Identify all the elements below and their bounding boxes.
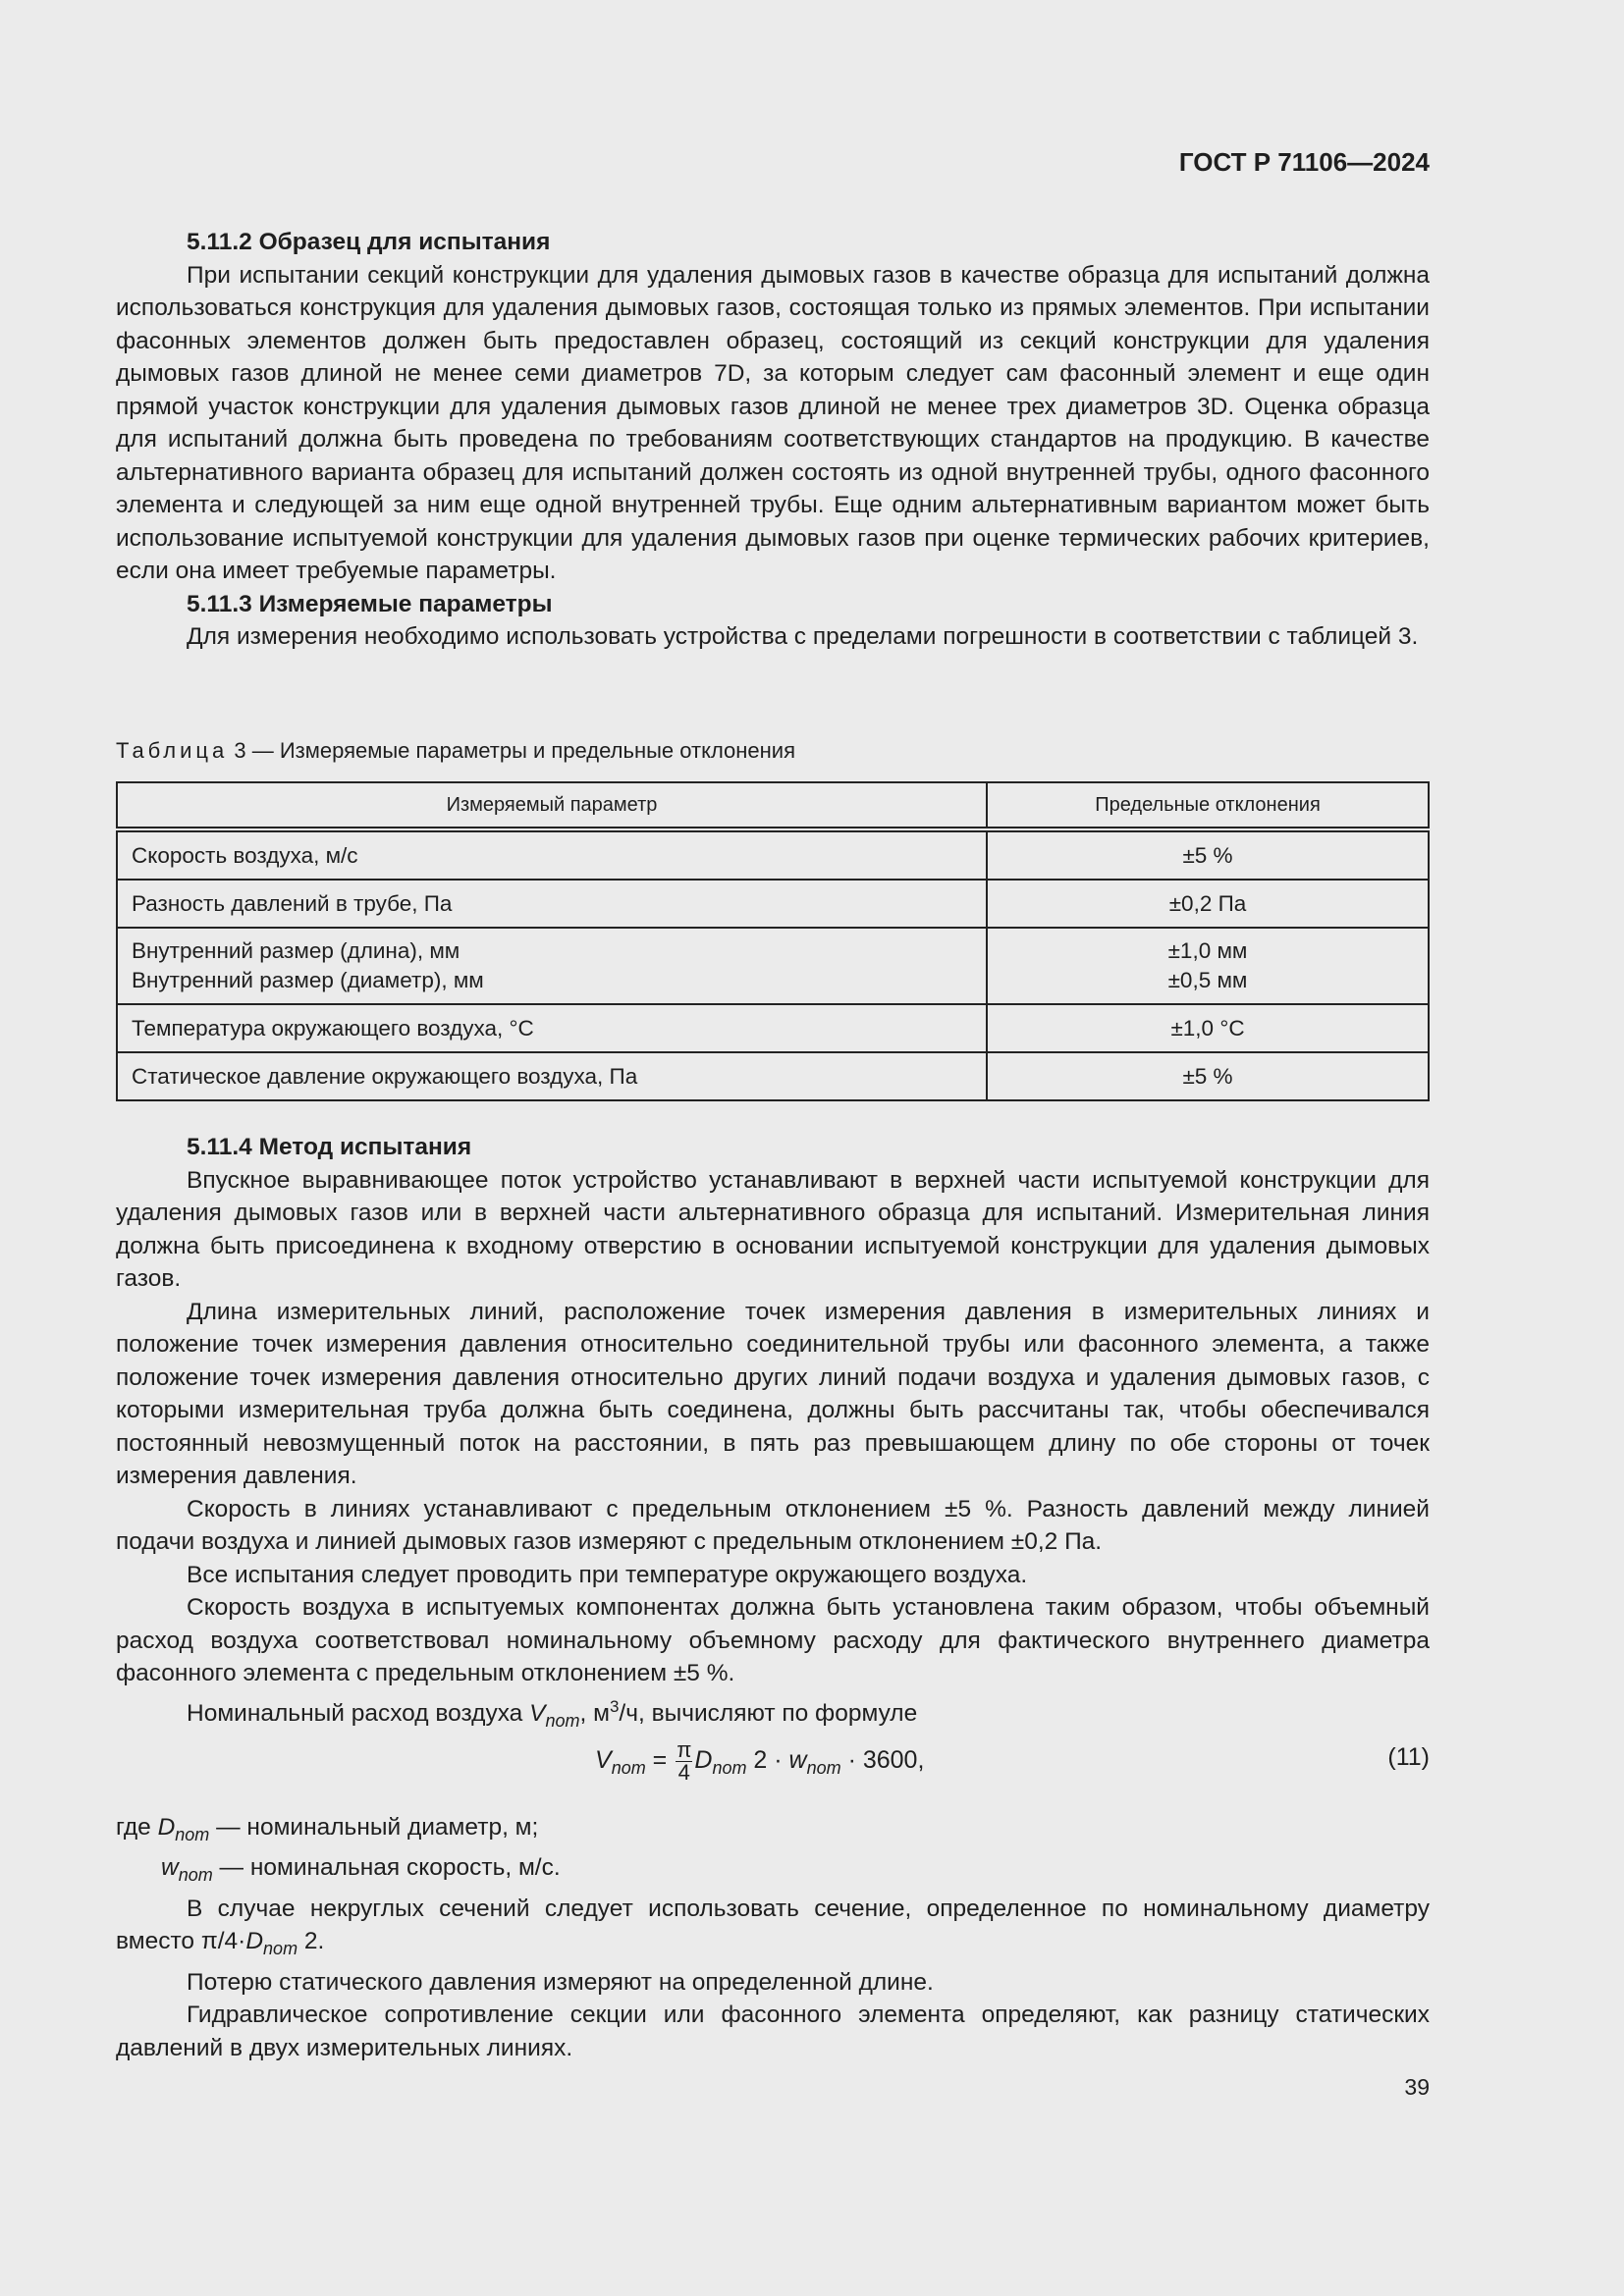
section-5-11-4 [116,1131,1430,1737]
formula-11 [116,1730,1430,1789]
unit-base: м [593,1699,610,1727]
symbol-d: D [157,1814,176,1841]
subscript-nom: nom [545,1710,580,1731]
where-w [116,1851,1430,1892]
cell-parameter: Статическое давление окружающего воздуха, Па [117,1052,987,1100]
section-5-11-2-3 [116,226,1430,654]
formula-power-dot: 2 · [746,1746,789,1775]
subscript-nom: nom [175,1824,210,1844]
cell-parameter: Температура окружающего воздуха, °С [117,1004,987,1052]
table-header-row [117,782,1429,829]
paragraph-noncircular [116,1893,1430,1966]
symbol-v: V [595,1746,612,1775]
cell-parameter-line: Внутренний размер (диаметр), мм [132,968,484,992]
paragraph-speed: Скорость в линиях устанавливают с предельным отклонением ±5 %. Разность давлений между линией подачи воздуха и линией дымовых газов измеряют с предельным отклонением ±0,2 Па. [116,1495,1430,1555]
formula-tail: · 3600, [840,1746,925,1775]
table-row [117,880,1429,928]
header-deviation: Предельные отклонения [987,782,1429,829]
table-caption-label: Таблица [116,738,229,763]
formula-explanation [116,1811,1430,2064]
unit-exp: 3 [609,1696,620,1716]
paragraph-sample: При испытании секций конструкции для удаления дымовых газов в качестве образца для испытаний должна использоваться конструкция для удаления дымовых газов, состоящая только из прямых элементов. При испытании фасонных элементов должен быть предоставлен образец, состоящий из секций конструкции для удаления дымовых газов длиной не менее семи диаметров 7D, за которым следует сам фасонный элемент и еще один прямой участок конструкции для удаления дымовых газов длиной не менее трех диаметров 3D. Оценка образца для испытаний должна быть проведена по требованиям соответствующих стандартов на продукцию. В качестве альтернативного варианта образец для испытаний должен состоять из одной внутренней трубы, одного фасонного элемента и следующей за ним еще одной внутренней трубы. Еще одним альтернативным вариантом может быть использование испытуемой конструкции для удаления дымовых газов при оценке термических рабочих критериев, если она имеет требуемые параметры. [116,261,1430,584]
parameters-table [116,781,1430,1101]
paragraph-nominal-flow: Номинальный расход воздуха $V_{nom}$, $м^3/ч$, вычисляют по формуле [187,1696,918,1731]
table-caption [116,738,795,764]
cell-parameter [117,928,987,1004]
dash: — [209,1814,247,1841]
table-row [117,1052,1429,1100]
heading-5-11-2: 5.11.2 Образец для испытания [187,229,551,255]
cell-parameter-line: Внутренний размер (длина), мм [132,938,460,963]
symbol-w: w [788,1746,807,1775]
subscript-nom: nom [611,1758,646,1779]
document-id: ГОСТ Р 71106—2024 [1178,147,1430,177]
cell-deviation: ±5 % [987,1052,1429,1100]
cell-deviation-line: ±0,5 мм [1167,968,1248,992]
cell-parameter: Скорость воздуха, м/с [117,829,987,880]
text-fragment: , вычисляют по формуле [637,1699,918,1727]
fraction-pi-over-4 [676,1739,692,1784]
cell-deviation [987,928,1429,1004]
cell-deviation: ±0,2 Па [987,880,1429,928]
subscript-nom: nom [263,1939,298,1959]
cell-deviation: ±5 % [987,829,1429,880]
heading-5-11-4: 5.11.4 Метод испытания [187,1134,472,1160]
dash: — [212,1854,250,1882]
unit-tail: /ч [619,1699,638,1727]
symbol-w: w [161,1854,179,1882]
table-row [117,928,1429,1004]
paragraph-static-loss: Потерю статического давления измеряют на определенной длине. [187,1968,934,1996]
header-parameter: Измеряемый параметр [117,782,987,829]
paragraph-temperature: Все испытания следует проводить при температуре окружающего воздуха. [187,1561,1028,1588]
subscript-nom: nom [712,1758,747,1779]
table-caption-text: 3 — Измеряемые параметры и предельные отклонения [228,738,796,763]
where-w-description: номинальная скорость, м/с. [249,1854,561,1882]
fraction-denominator: 4 [677,1760,690,1785]
symbol-d: D [245,1928,264,1955]
table-row [117,829,1429,880]
text-fragment: 2. [298,1928,325,1955]
subscript-nom: nom [178,1865,213,1886]
text-fragment: В случае некруглых сечений следует использовать сечение, определенное по номинальному диаметру вместо π/4· [116,1895,1430,1955]
subscript-nom: nom [806,1758,841,1779]
cell-deviation: ±1,0 °С [987,1004,1429,1052]
text-fragment: Номинальный расход воздуха [187,1699,530,1727]
where-d [116,1811,1430,1851]
formula-number: (11) [1387,1743,1430,1771]
formula-expression [595,1739,924,1784]
cell-parameter: Разность давлений в трубе, Па [117,880,987,928]
table-row [117,1004,1429,1052]
fraction-numerator: π [677,1737,692,1762]
paragraph-lines: Длина измерительных линий, расположение точек измерения давления в измерительных линиях и положение точек измерения давления относительно соединительной трубы или фасонного элемента, а также положение точек измерения давления относительно других линий подачи воздуха и удаления дымовых газов, с которыми измерительная труба должна быть соединена, должны быть рассчитаны так, чтобы обеспечивался постоянный невозмущенный поток на расстоянии, в пять раз превышающем длину по обе стороны от точек измерения давления. [116,1298,1430,1489]
symbol-v: V [529,1699,546,1727]
paragraph-flow: Скорость воздуха в испытуемых компонентах должна быть установлена таким образом, чтобы объемный расход воздуха соответствовал номинальному объемному расходу для фактического внутреннего диаметра фасонного элемента с предельным отклонением ±5 %. [116,1594,1430,1686]
symbol-d: D [694,1746,713,1775]
paragraph-measuring: Для измерения необходимо использовать устройства с пределами погрешности в соответствии с таблицей 3. [187,623,1419,650]
document-page [116,0,1430,2296]
paragraph-resistance: Гидравлическое сопротивление секции или фасонного элемента определяют, как разницу статических давлений в двух измерительных линиях. [116,2002,1430,2061]
heading-5-11-3: 5.11.3 Измеряемые параметры [187,590,553,617]
page-number: 39 [1404,2074,1430,2100]
equals-sign: = [645,1746,675,1775]
paragraph-inlet: Впускное выравнивающее поток устройство устанавливают в верхней части испытуемой конструкции для удаления дымовых газов или в верхней части альтернативного образца для испытаний. Измерительная линия должна быть присоединена к входному отверстию в основании испытуемой конструкции для удаления дымовых газов. [116,1166,1430,1292]
cell-deviation-line: ±1,0 мм [1167,938,1248,963]
where-d-description: номинальный диаметр, м; [246,1814,539,1841]
where-prefix: где [116,1814,158,1841]
